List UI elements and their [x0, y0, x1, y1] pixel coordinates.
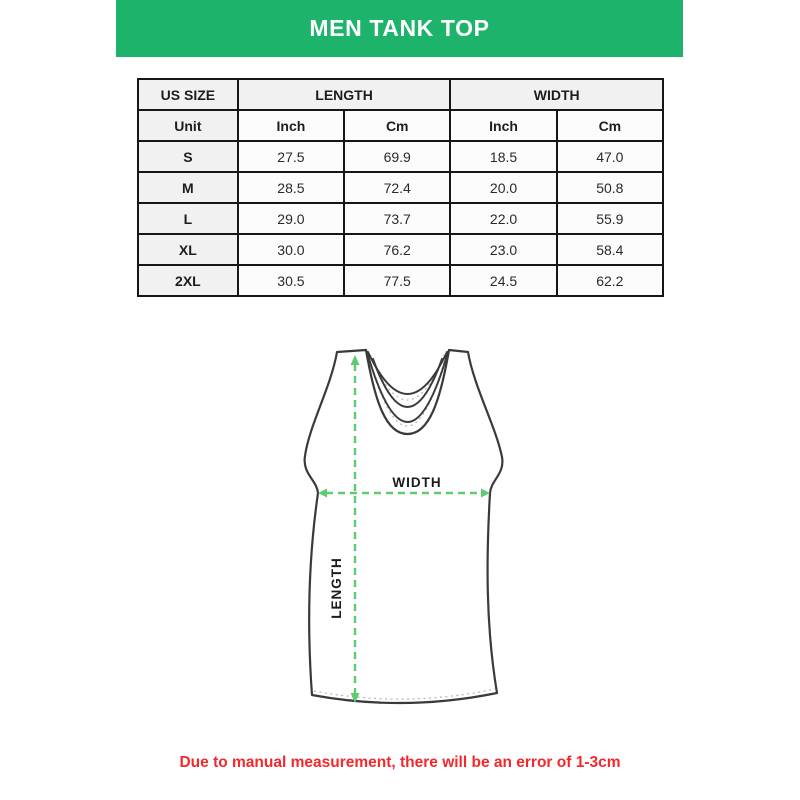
width-cm-value: 55.9	[557, 203, 663, 234]
size-label: 2XL	[138, 265, 238, 296]
tank-top-diagram	[280, 342, 525, 722]
table-row	[138, 234, 663, 265]
title-banner	[116, 0, 683, 57]
size-label: XL	[138, 234, 238, 265]
width-measure-label: WIDTH	[392, 475, 442, 490]
size-table-container	[137, 78, 664, 297]
length-cm-value: 69.9	[344, 141, 450, 172]
unit-length-cm: Cm	[344, 110, 450, 141]
unit-length-inch: Inch	[238, 110, 344, 141]
size-label: S	[138, 141, 238, 172]
table-row	[138, 203, 663, 234]
width-inch-value: 22.0	[450, 203, 556, 234]
unit-width-inch: Inch	[450, 110, 556, 141]
measurement-disclaimer: Due to manual measurement, there will be an error of 1-3cm	[179, 754, 621, 771]
width-cm-value: 47.0	[557, 141, 663, 172]
table-row	[138, 265, 663, 296]
length-inch-value: 28.5	[238, 172, 344, 203]
width-inch-value: 20.0	[450, 172, 556, 203]
width-cm-value: 58.4	[557, 234, 663, 265]
width-inch-value: 18.5	[450, 141, 556, 172]
width-inch-value: 23.0	[450, 234, 556, 265]
length-measure-label: LENGTH	[329, 557, 344, 619]
length-inch-value: 27.5	[238, 141, 344, 172]
table-header-row	[138, 79, 663, 110]
header-length: LENGTH	[238, 79, 451, 110]
header-us-size: US SIZE	[138, 79, 238, 110]
table-unit-row	[138, 110, 663, 141]
tank-top-outline-icon	[305, 350, 503, 703]
table-row	[138, 141, 663, 172]
length-inch-value: 29.0	[238, 203, 344, 234]
length-cm-value: 73.7	[344, 203, 450, 234]
length-inch-value: 30.5	[238, 265, 344, 296]
length-cm-value: 72.4	[344, 172, 450, 203]
width-inch-value: 24.5	[450, 265, 556, 296]
length-cm-value: 77.5	[344, 265, 450, 296]
unit-width-cm: Cm	[557, 110, 663, 141]
size-table	[137, 78, 664, 297]
size-label: L	[138, 203, 238, 234]
header-width: WIDTH	[450, 79, 663, 110]
length-cm-value: 76.2	[344, 234, 450, 265]
size-label: M	[138, 172, 238, 203]
unit-label: Unit	[138, 110, 238, 141]
width-cm-value: 50.8	[557, 172, 663, 203]
width-cm-value: 62.2	[557, 265, 663, 296]
page-title: MEN TANK TOP	[309, 15, 490, 41]
length-inch-value: 30.0	[238, 234, 344, 265]
table-row	[138, 172, 663, 203]
